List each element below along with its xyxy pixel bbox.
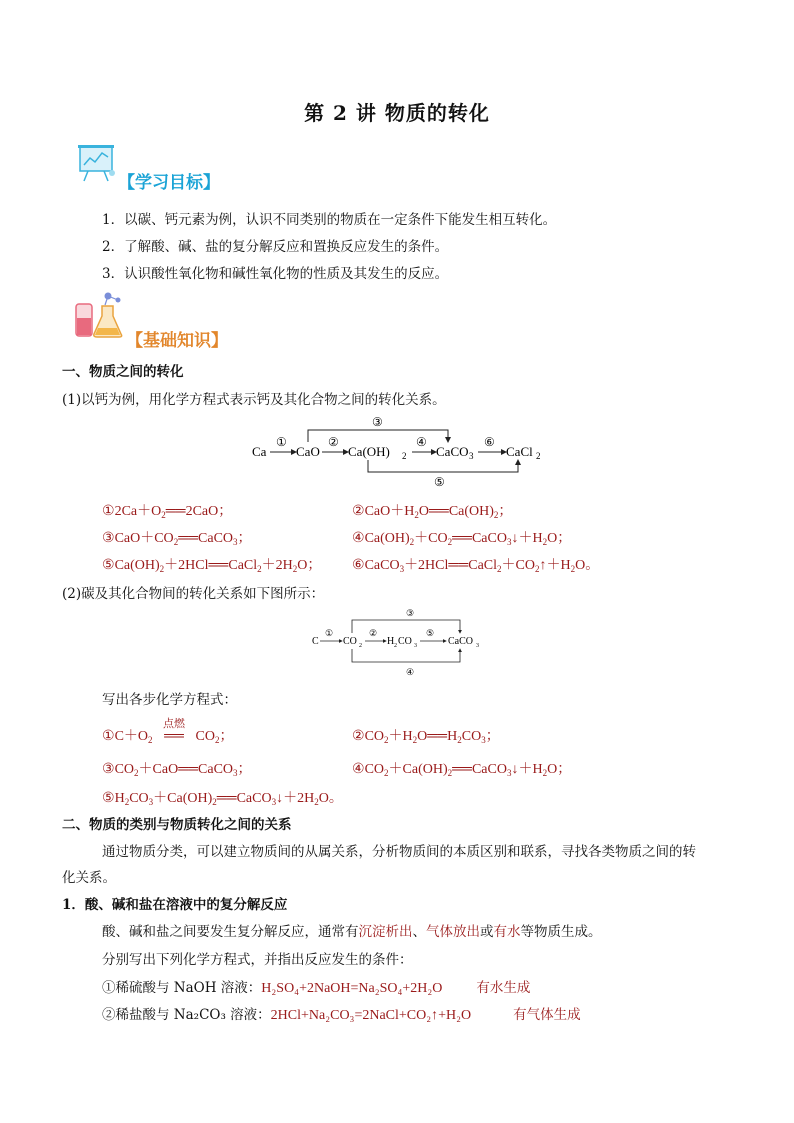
svg-text:3: 3 <box>476 643 479 649</box>
objectives-heading: 【学习目标】 <box>118 173 220 193</box>
calcium-intro: (1)以钙为例，用化学方程式表示钙及其化合物之间的转化关系。 <box>62 392 446 408</box>
write-prompt: 写出各步化学方程式： <box>102 692 237 708</box>
carbon-equation-3: $③CO_2+CaO══CaCO_3$； <box>102 762 252 778</box>
node-caoh2: Ca(OH) <box>348 444 390 459</box>
reaction-row: ①稀硫酸与 NaOH 溶液：H₂SO₄+2NaOH=Na₂SO₄+2H₂O 有水生成 <box>102 980 531 996</box>
node-caco3: CaCO <box>448 636 473 647</box>
objective-item: 2．了解酸、碱、盐的复分解反应和置换反应发生的条件。 <box>102 239 449 255</box>
equation-3: $③CaO+CO_2══CaCO_3$； <box>102 531 252 547</box>
svg-text:2: 2 <box>359 643 362 649</box>
svg-text:3: 3 <box>414 643 417 649</box>
step-label: ③ <box>372 415 383 429</box>
objective-item: 3．认识酸性氧化物和碱性氧化物的性质及其发生的反应。 <box>102 266 449 282</box>
carbon-equation-1: $①C+O_2$ 点燃 ══ $CO_2$； <box>102 717 234 745</box>
carbon-intro: (2)碳及其化合物间的转化关系如下图所示： <box>62 586 325 602</box>
paragraph: 分别写出下列化学方程式，并指出反应发生的条件： <box>102 952 413 968</box>
node-h2co3: H <box>387 636 395 647</box>
page-title: 第 2 讲 物质的转化 <box>304 101 490 125</box>
paragraph: 化关系。 <box>62 870 116 886</box>
calcium-conversion-diagram <box>250 410 550 490</box>
equation-6: $⑥CaCO_3+2HCl══CaCl_2+CO_2↑+H_2O$。 <box>352 558 600 574</box>
equation-2: $②CaO+H_2O══Ca(OH)_2$； <box>352 504 513 520</box>
step-label: ② <box>369 628 378 638</box>
section-heading: 一、物质之间的转化 <box>62 364 184 380</box>
equation-5: $⑤Ca(OH)_2+2HCl══CaCl_2+2H_2O$； <box>102 558 322 574</box>
svg-text:2: 2 <box>402 451 407 461</box>
carbon-conversion-diagram <box>308 602 488 682</box>
section-heading: 二、物质的类别与物质转化之间的关系 <box>62 817 292 833</box>
step-label: ④ <box>406 667 415 677</box>
step-label: ③ <box>406 608 415 618</box>
svg-text:2: 2 <box>536 451 541 461</box>
node-c: C <box>312 636 319 647</box>
step-label: ② <box>328 435 339 449</box>
step-label: ① <box>276 435 287 449</box>
svg-text:CO: CO <box>398 636 412 647</box>
svg-text:3: 3 <box>469 451 474 461</box>
svg-text:2: 2 <box>394 643 397 649</box>
equation-4: $④Ca(OH)_2+CO_2══CaCO_3↓+H_2O$； <box>352 531 572 547</box>
step-label: ⑥ <box>484 435 495 449</box>
subsection-heading: 1．酸、碱和盐在溶液中的复分解反应 <box>62 897 288 913</box>
presentation-board-icon <box>74 143 118 183</box>
step-label: ① <box>325 628 334 638</box>
node-cao: CaO <box>296 444 320 459</box>
node-ca: Ca <box>252 444 267 459</box>
carbon-equation-2: $②CO_2+H_2O══H_2CO_3$； <box>352 729 500 745</box>
node-caco3: CaCO <box>436 444 469 459</box>
basics-heading: 【基础知识】 <box>126 331 228 351</box>
condition-ignite: 点燃 <box>163 717 186 730</box>
lab-flask-icon <box>72 290 126 340</box>
carbon-equation-4: $④CO_2+Ca(OH)_2══CaCO_3↓+H_2O$； <box>352 762 572 778</box>
paragraph: 通过物质分类，可以建立物质间的从属关系，分析物质间的本质区别和联系，寻找各类物质之间的转 <box>102 844 696 860</box>
objective-item: 1．以碳、钙元素为例，认识不同类别的物质在一定条件下能发生相互转化。 <box>102 212 557 228</box>
step-label: ⑤ <box>426 628 435 638</box>
step-label: ⑤ <box>434 475 445 489</box>
node-co2: CO <box>343 636 357 647</box>
step-label: ④ <box>416 435 427 449</box>
node-cacl2: CaCl <box>506 444 533 459</box>
reaction-row: ②稀盐酸与 Na₂CO₃ 溶液：2HCl+Na₂CO₃=2NaCl+CO₂↑+H₂O 有气体生成 <box>102 1007 581 1023</box>
carbon-equation-5: $⑤H_2CO_3+Ca(OH)_2══CaCO_3↓+2H_2O$。 <box>102 791 343 807</box>
paragraph: 酸、碱和盐之间要发生复分解反应，通常有沉淀析出、气体放出或有水等物质生成。 <box>102 924 602 940</box>
equation-1: $①2Ca+O_2══2CaO$； <box>102 504 233 520</box>
